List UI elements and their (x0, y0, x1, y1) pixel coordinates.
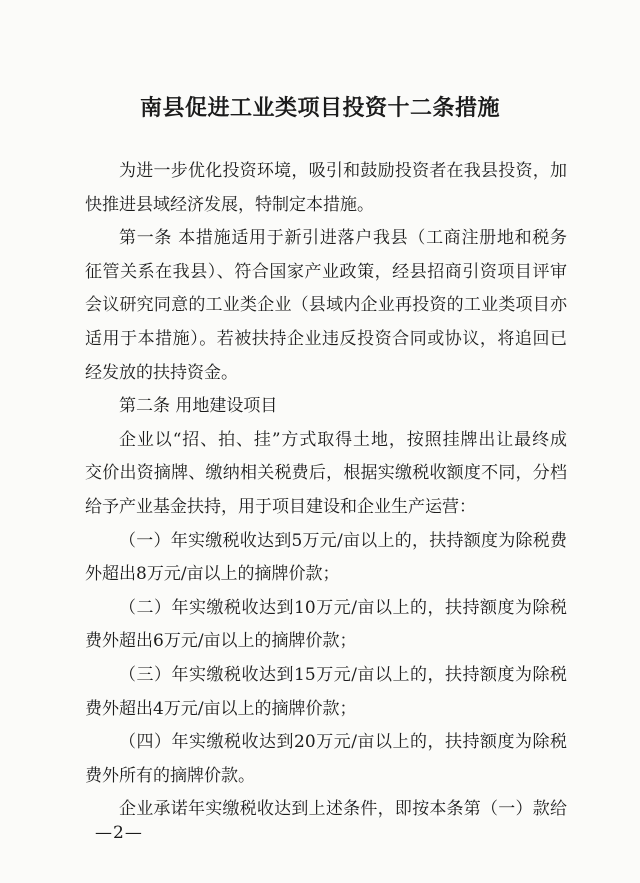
paragraph-line: （一）年实缴税收达到5万元/亩以上的，扶持额度为除税费 (119, 530, 567, 551)
paragraph-line: 会议研究同意的工业类企业（县域内企业再投资的工业类项目亦 (85, 295, 567, 316)
paragraph-line: 适用于本措施）。若被扶持企业违反投资合同或协议，将追回已 (85, 328, 567, 349)
paragraph (85, 592, 567, 659)
paragraph-line: 给予产业基金扶持，用于项目建设和企业生产运营： (85, 496, 476, 517)
document-body (85, 155, 567, 827)
paragraph-line: 第二条 用地建设项目 (119, 396, 278, 417)
paragraph (85, 793, 567, 827)
document-title: 南县促进工业类项目投资十二条措施 (139, 95, 500, 121)
paragraph-line: （二）年实缴税收达到10万元/亩以上的，扶持额度为除税 (119, 597, 567, 618)
paragraph (85, 659, 567, 726)
paragraph-line: 经发放的扶持资金。 (85, 362, 238, 383)
page-number: —2— (95, 823, 143, 843)
paragraph-line: 费外所有的摘牌价款。 (85, 765, 255, 786)
paragraph (85, 525, 567, 592)
paragraph-line: 外超出8万元/亩以上的摘牌价款； (85, 564, 340, 585)
paragraph-line: 费外超出6万元/亩以上的摘牌价款； (85, 631, 357, 652)
paragraph-line: 征管关系在我县）、符合国家产业政策，经县招商引资项目评审 (85, 261, 567, 282)
paragraph-line: 快推进县域经济发展，特制定本措施。 (85, 194, 374, 215)
paragraph-line: 第一条 本措施适用于新引进落户我县（工商注册地和税务 (119, 228, 567, 249)
paragraph (85, 726, 567, 793)
paragraph (85, 424, 567, 525)
paragraph (85, 222, 567, 390)
paragraph-line: 企业承诺年实缴税收达到上述条件，即按本条第（一）款给 (119, 799, 567, 820)
paragraph-line: （三）年实缴税收达到15万元/亩以上的，扶持额度为除税 (119, 664, 567, 685)
paragraph-line: （四）年实缴税收达到20万元/亩以上的，扶持额度为除税 (119, 732, 567, 753)
paragraph (85, 155, 567, 222)
paragraph-line: 费外超出4万元/亩以上的摘牌价款； (85, 698, 357, 719)
paragraph-line: 为进一步优化投资环境，吸引和鼓励投资者在我县投资，加 (119, 161, 567, 181)
paragraph-line: 企业以“招、拍、挂”方式取得土地，按照挂牌出让最终成 (119, 429, 567, 450)
paragraph (85, 390, 567, 424)
paragraph-line: 交价出资摘牌、缴纳相关税费后，根据实缴税收额度不同，分档 (85, 463, 567, 484)
